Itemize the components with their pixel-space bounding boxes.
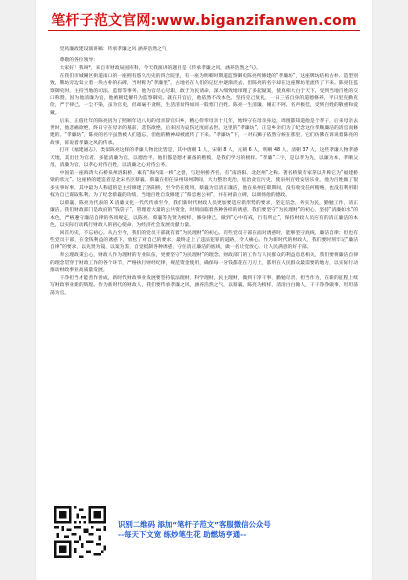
article-paragraph: 后来，正值壮年的陈亮因为了照顾年迈八旬的母亲辞官归乡，精心侍奉母亲十几年，始终守在母亲身边，周围都知道他是个孝子，后来母亲去世时，他悲痛欲绝，终日守在母亲的墓前，悲伤欲绝，后来因为哀伤过度而去世。这里的“孝廉坊”，正是乡亲们为了纪念这位孝顺廉洁的清官而修建的。“孝廉坊”，陈亮的名字虽然被人们遗忘，但他的精神却被流传了下来。“孝廉坊”下，一对石狮子依然守候在那里，它们仿佛在诉说着陈亮的故事，诉说着孝廉之风的传承。 xyxy=(50,118,358,146)
salutation-line-2: 大家好！我叫*，来自市财政局国库科，今天我演讲的题目是《传承孝廉之风，涵养浩然之气》。 xyxy=(59,66,262,72)
article-paragraph: 干净担当才能善作善成，新时代财政事业发展要坚持依法理财、科学理财、民主理财，做到干净干事、勤勉尽责、担当作为，在新的征程上续写财政事业新的辉煌。作为新时代的财政人，我们要传承孝廉之风，涵养浩然之气，以蔡襄、陈亮为榜样，清清白白做人，干干净净做事，坦坦荡荡为官。 xyxy=(50,275,358,296)
footer-line-2: --每天下文宽 练炒笔生花 助燃场亨通-- xyxy=(118,530,247,539)
article-paragraph: 在我们市城阑区街道南口的一座拥有悠久历史的四合院里，有一座为明朝时期道监察御史陈亮所修建的“孝廉坊”，这座牌坊结构古朴、造型别致，牌坊旁边耸立着一块古朴的石碑，当时称为“孝廉里”。古地名在人们的记忆中逐渐淡去，但陈亮的名字却在这座牌坊里流传了下来。陈亮任监察御史时，主持当地的司法、监督等事务，他为官尽心尽职，敢于为民请命，深入细致地审理了多起疑案，使真相大白于天下，受到当地百姓的交口称赞。因为他清廉为官，他被朝廷擢升为监察御史。就在升官后，他依然不改本色，坚持克己复礼，一日三省自身的道德修养，平日里克勤克俭，严于律己，一尘不染，虽为官吏，但却毫不贪赃，生活清贫得如同一般寒门百姓。陈亮一生清廉、刚正不阿，名声极佳，受到百姓的敬重和爱戴。 xyxy=(50,74,358,116)
article-title: 党风廉政建设演讲稿：传承孝廉之风 涵养浩然之气 xyxy=(59,47,167,52)
article-paragraph: 回首历史，不忘初心。从古至今，我们的党员干部就有着“为民理财”的初心。有些党员干部在面对诱惑时，能够坚守底线，廉洁自律；但也有些党员干部，在金钱利益的诱惑下，放松了对自己的要求，最终走上了违法犯罪的道路，令人痛心。作为新时代的财政人，我们要时刻牢记“廉洁自律”的要求，以先贤为镜，以案为鉴，自觉抵制各种诱惑，守住清正廉洁的底线，做一名让党放心、让人民满意的好干部。 xyxy=(50,230,358,251)
article-paragraph: 打开《福建通志》，类似陈亮这样的孝廉人物比比皆是，其中唐朝 1 人，宋朝 8 人，元朝 6 人，明朝 48 人，清朝 37 人，这些孝廉人物孝感天地，其出仕为官者，多能清廉为官，以德治平。他们都是德才兼备的楷模，是我们学习的榜样。“孝廉”二字，是以孝为先，以廉为本，孝顺父母，清廉为官，以孝心对待百姓，以清廉之心对待公务。 xyxy=(50,148,358,169)
salutation-line-1: 尊敬的各位领导： xyxy=(59,58,98,64)
document-page xyxy=(36,0,372,580)
header-divider xyxy=(48,30,360,31)
article-paragraph: 以蔡襄、陈亮为代表的 X 清廉文化一代代传承至今，我们新时代财政人员更加要适应新形势的要求，坚定信念，务实为民，勤勉工作，清正廉洁。我们财政部门是政府的“钱袋子”，管理着大量的公共资金，时刻面临着各种各样的诱惑，我们要坚守“为民理财”的初心，坚持“清廉如水”的本色，严格遵守廉洁自律的各项规定，以陈亮、蔡襄等先贤为榜样，修身律己，做到“心中有戒，行有所止”，保持财政人员应有的清正廉洁的本色，以实际行动践行财政人的初心使命，为经济社会发展贡献力量。 xyxy=(50,200,358,228)
qr-code-icon[interactable] xyxy=(54,506,106,558)
footer xyxy=(36,506,372,566)
footer-line-1: 识别二维码 添加“笔杆子范文”客服微信公众号 xyxy=(118,520,271,529)
site-banner[interactable]: 笔杆子范文官网:www.biganzifanwen.com xyxy=(51,13,357,29)
article-body xyxy=(50,46,358,476)
footer-caption xyxy=(118,520,368,540)
article-paragraph: 奉公理政秉公心，财政人作为理财的专业队伍，更要坚守“为民理财”的理念。财政部门的工作与人民群众的利益息息相关，我们要将廉洁自律的理念贯穿于财政工作的各个环节，严格执行财经纪律，规范资金使用，确保每一分钱都花在刀刃上，都用在人民群众最需要的地方，以实际行动推动财政事业高质量发展。 xyxy=(50,253,358,273)
article-paragraph: 中国第一座海湾大石桥泉州洛阳桥，素有“海内第一桥”之誉，与赵州桥齐名，有“南洛阳、北赵州”之称。著名桥梁专家茅以升称它为“福建桥梁的状元”。这座桥的建造者是北宋名臣蔡襄。蔡襄在担任泉州知州期间，大力整治吏治，惩治贪官污吏，使泉州百姓安居乐业。他为百姓做了很多实事好事，其中最为人称道的是主持修建了洛阳桥，至今仍在使用。蔡襄为官清正廉洁，他在泉州任职期间，没有收受任何贿赂，也没有利用职权为自己谋取私利。为了纪念蔡襄的功绩，当地百姓自发修建了“蔡忠惠公祠”，并在祠前立碑，以颂扬他的德政。 xyxy=(50,171,358,199)
